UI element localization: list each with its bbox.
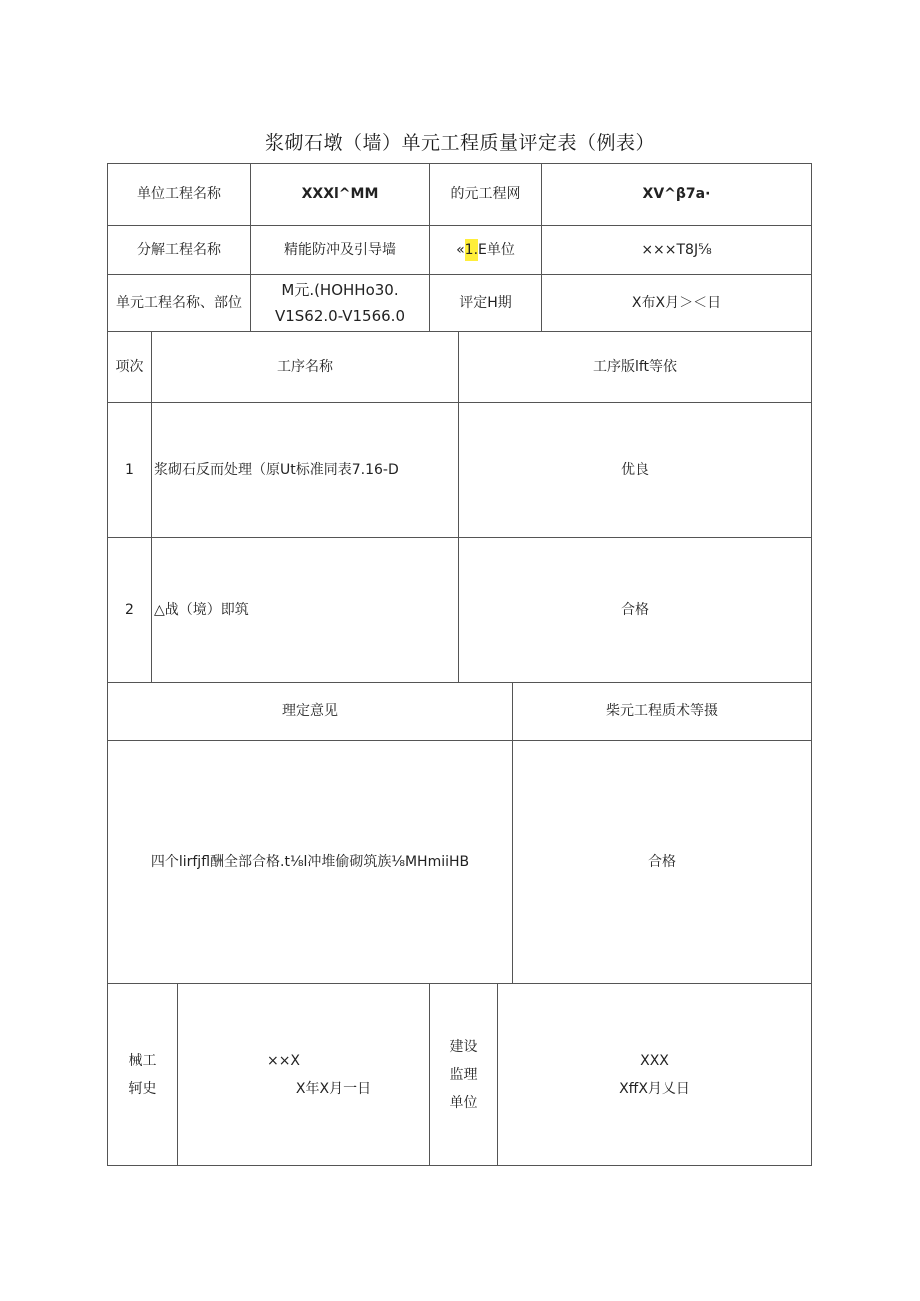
supervision-unit-sign — [498, 984, 811, 1166]
unit-project-name-value: XXXl^MM — [301, 186, 379, 203]
unit-quality-grade-header: 柴元工程质术等摄 — [606, 703, 718, 720]
construction-unit-label-prefix: « — [456, 241, 465, 258]
process-name-header: 工序名称 — [277, 358, 333, 375]
unit-project-code-label: 的元工程网 — [450, 186, 521, 203]
evaluation-date-label: 评定H期 — [459, 294, 512, 311]
evaluation-date-value: X布X月＞＜日 — [631, 294, 722, 311]
process-grade-header: 工序版lft等依 — [592, 358, 678, 375]
table-row-grade: 优良 — [621, 461, 649, 478]
supervision-unit-sign-label — [430, 984, 497, 1166]
sub-project-name-label: 分解工程名称 — [137, 241, 221, 258]
table-row-process-name: △战（境）即筑 — [154, 601, 249, 618]
unit-location-line2: V1S62.0-V1566.0 — [274, 307, 405, 325]
supervision-label-line2: 监理 — [449, 1067, 478, 1083]
evaluation-opinion-header: 理定意见 — [282, 703, 338, 720]
supervision-sign-date: XffX月乂日 — [619, 1081, 690, 1097]
construction-signer: ××X — [266, 1053, 301, 1069]
unit-location-line1: M元.(HOHHo30. — [281, 280, 399, 299]
construction-unit-label — [430, 226, 541, 274]
unit-project-code-value: XV^β7a· — [642, 186, 711, 203]
table-row-process-name: 浆砌石反而处理（原Ut标准同表7.16-D — [154, 461, 399, 478]
page-title: 浆砌石墩（墙）单元工程质量评定表（例表） — [264, 132, 655, 154]
construction-unit-value: ×××T8J⅝ — [641, 241, 712, 258]
unit-project-name-label: 单位工程名称 — [137, 186, 221, 203]
sub-project-name-value: 精能防冲及引导墙 — [284, 241, 396, 258]
supervision-label-line3: 单位 — [449, 1095, 478, 1111]
construction-unit-label-suffix: E单位 — [478, 241, 515, 258]
evaluation-opinion-text: 四个lirfjfl酬全部合格.t⅛l冲堆偷砌筑族⅛MHmiiHB — [150, 853, 470, 870]
table-row-no: 2 — [125, 601, 134, 618]
construction-unit-sign — [178, 984, 429, 1166]
unit-name-location-label: 单元工程名称、部位 — [116, 294, 242, 311]
construction-unit-sign-label — [108, 984, 177, 1166]
table-row-grade: 合格 — [621, 601, 649, 618]
unit-name-location-value — [251, 275, 429, 331]
table-row-no: 1 — [125, 461, 134, 478]
construction-sign-date: X年X月一日 — [295, 1081, 372, 1097]
construction-label-line1: 械工 — [128, 1053, 157, 1069]
supervision-signer: XXX — [640, 1053, 669, 1069]
construction-label-line2: 轲史 — [128, 1081, 157, 1097]
supervision-label-line1: 建设 — [449, 1039, 478, 1055]
unit-quality-grade-value: 合格 — [648, 853, 676, 870]
item-no-header: 项次 — [115, 358, 144, 375]
highlight-mark: 1. — [465, 239, 478, 261]
